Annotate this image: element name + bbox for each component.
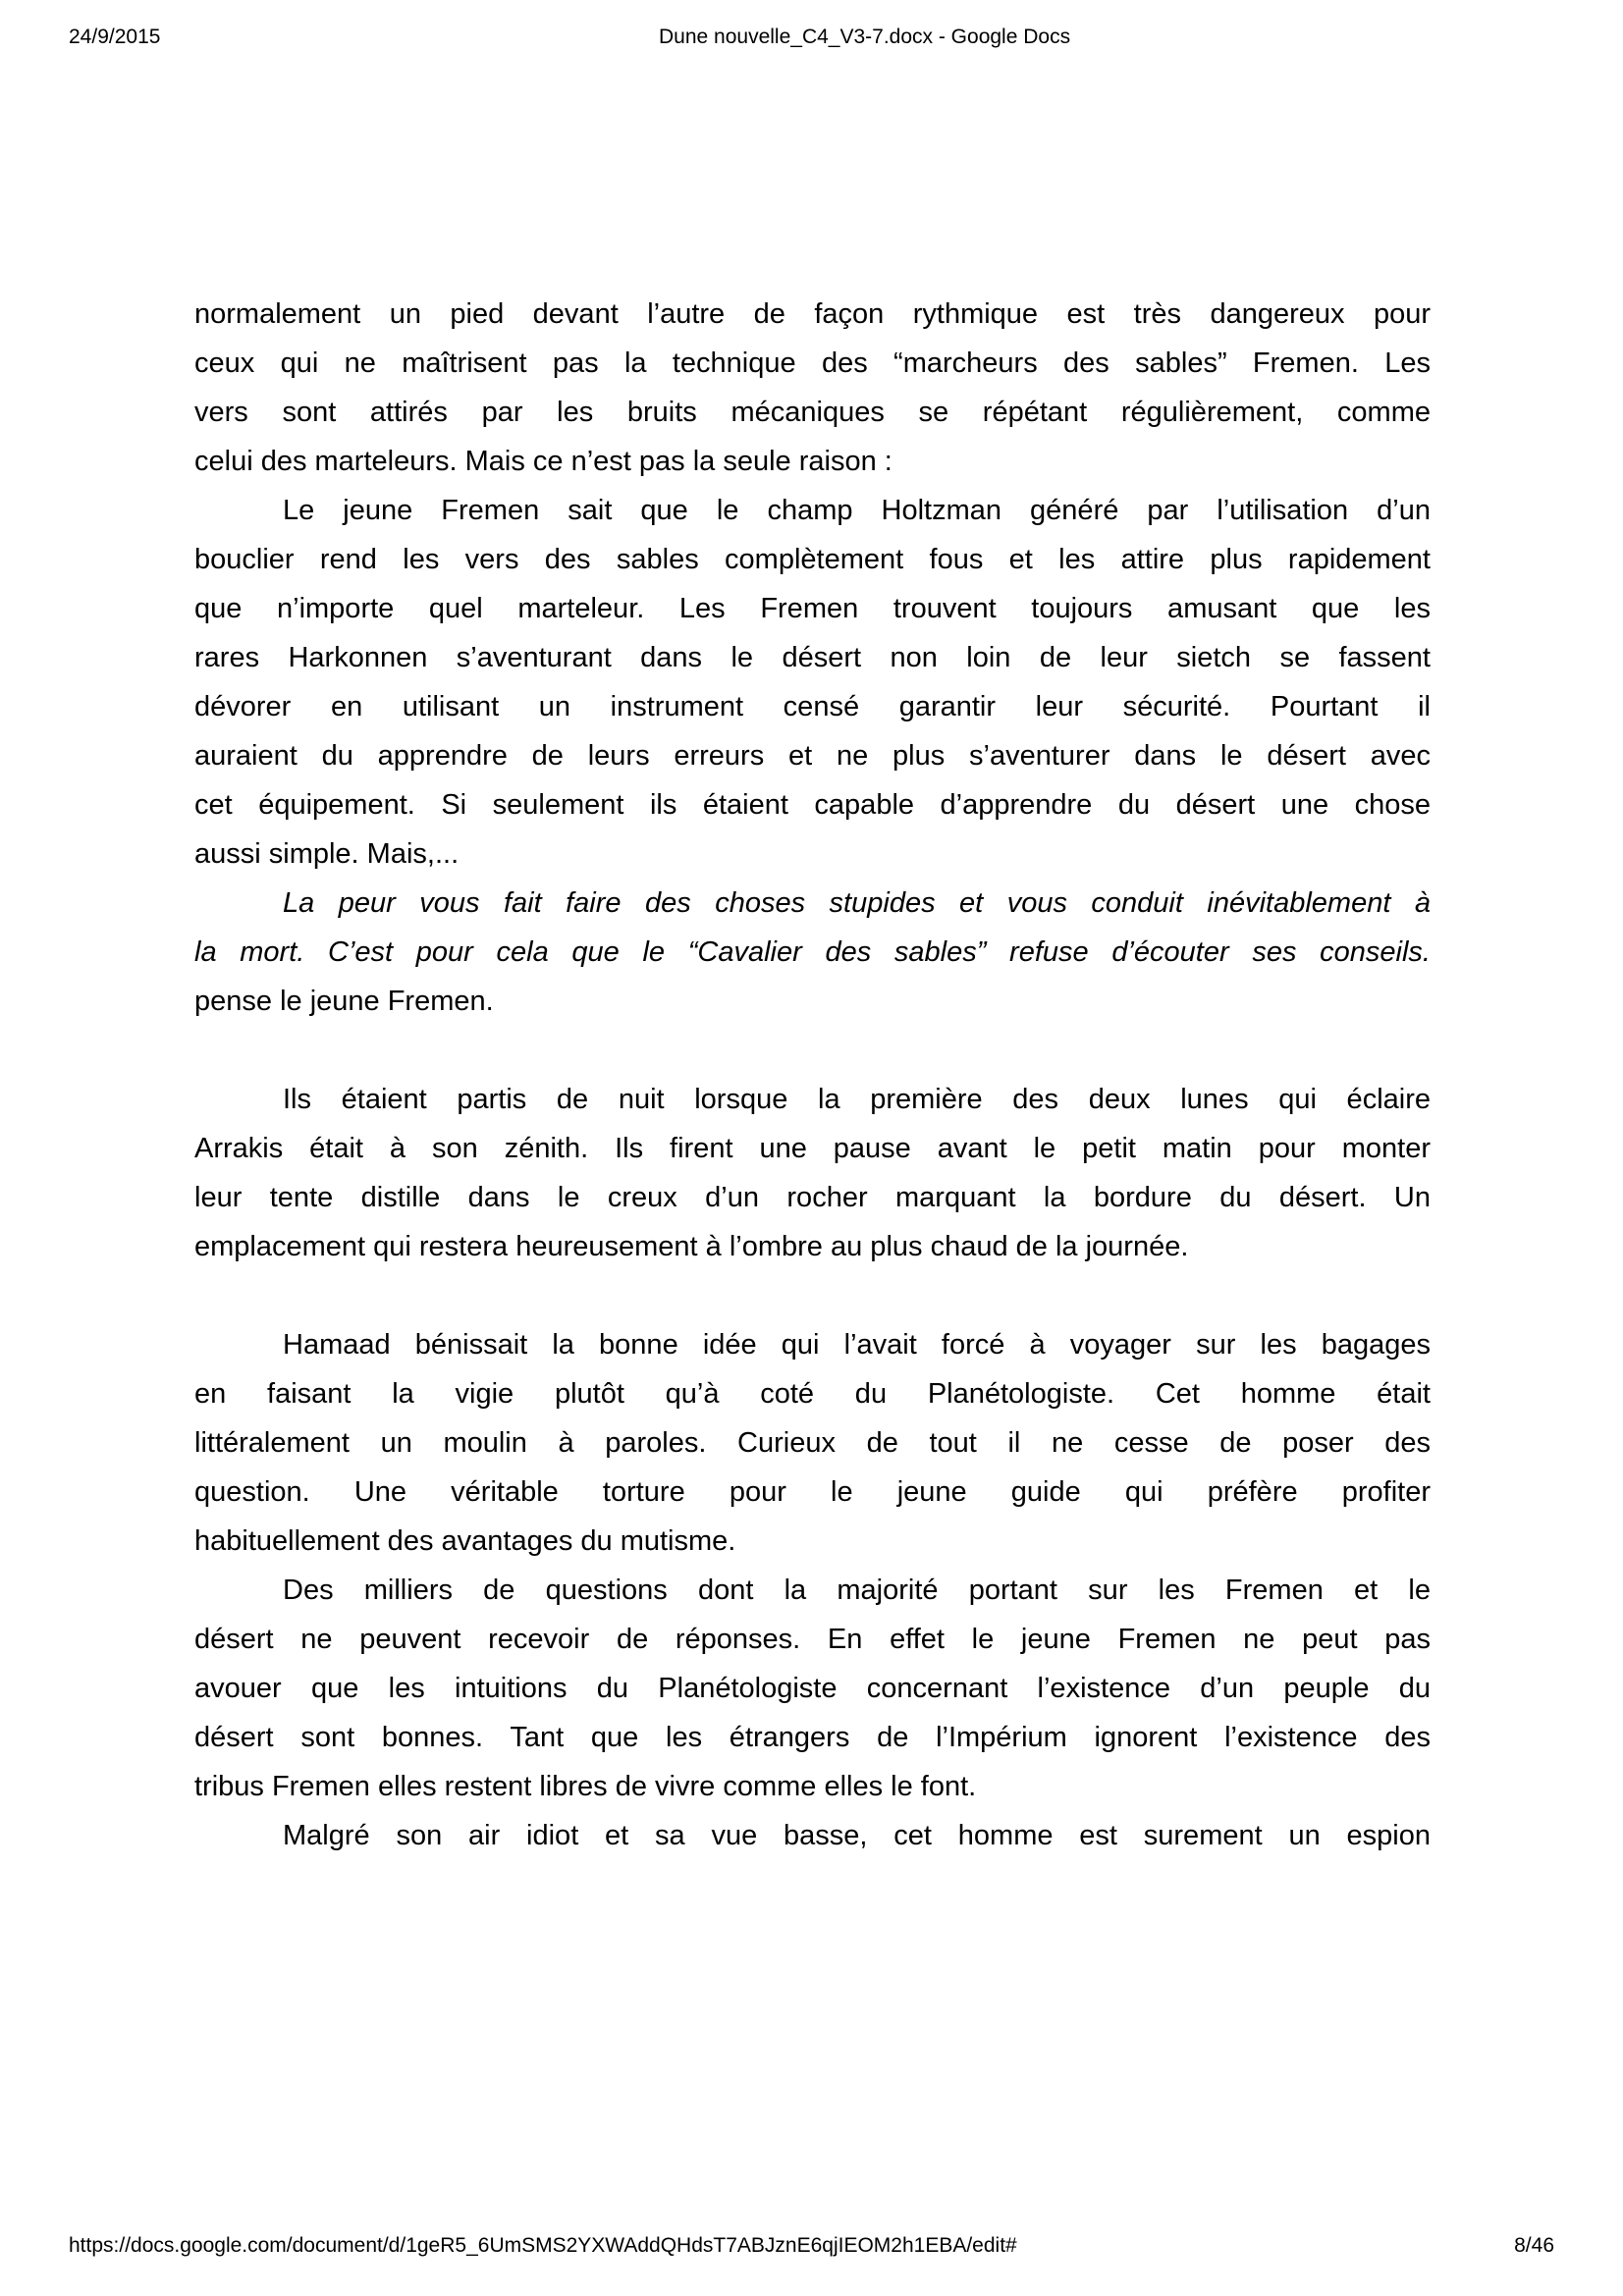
text-line: normalement un pied devant l’autre de façon rythmique est très dangereux pour [194,298,1431,330]
text-line: celui des marteleurs. Mais ce n’est pas la seule raison : [194,446,893,477]
paragraph [194,1811,1431,1860]
footer-url: https://docs.google.com/document/d/1geR5_6UmSMS2YXWAddQHdsT7ABJznE6qjIEOM2h1EBA/edit# [69,2234,1017,2257]
text-line: habituellement des avantages du mutisme. [194,1525,736,1557]
text-line: cet équipement. Si seulement ils étaient capable d’apprendre du désert une chose [194,789,1431,821]
text-line: tribus Fremen elles restent libres de vivre comme elles le font. [194,1771,977,1802]
text-line: que n’importe quel marteleur. Les Fremen trouvent toujours amusant que les [194,593,1431,624]
text-line: dévorer en utilisant un instrument censé garantir leur sécurité. Pourtant il [194,691,1431,722]
header-date: 24/9/2015 [69,26,161,48]
header-title: Dune nouvelle_C4_V3-7.docx - Google Docs [659,26,1071,48]
text-line: emplacement qui restera heureusement à l’ombre au plus chaud de la journée. [194,1231,1189,1262]
paragraph [194,1566,1431,1811]
text-line: en faisant la vigie plutôt qu’à coté du Planétologiste. Cet homme était [194,1378,1431,1410]
text-line: rares Harkonnen s’aventurant dans le désert non loin de leur sietch se fassent [194,642,1431,673]
text-line: aussi simple. Mais,... [194,838,460,870]
text-line: auraient du apprendre de leurs erreurs et ne plus s’aventurer dans le désert avec [194,740,1431,772]
text-line: pense le jeune Fremen. [194,986,494,1017]
document-body [194,290,1431,1860]
paragraph [194,879,1431,1026]
text-line: désert sont bonnes. Tant que les étrangers de l’Impérium ignorent l’existence des [194,1722,1431,1753]
text-line: Le jeune Fremen sait que le champ Holtzman généré par l’utilisation d’un [283,495,1431,526]
text-line: leur tente distille dans le creux d’un rocher marquant la bordure du désert. Un [194,1182,1431,1213]
text-line: Arrakis était à son zénith. Ils firent une pause avant le petit matin pour monter [194,1133,1431,1164]
text-line: bouclier rend les vers des sables complètement fous et les attire plus rapidement [194,544,1431,575]
footer-page-number: 8/46 [1514,2234,1554,2257]
text-line: ceux qui ne maîtrisent pas la technique des “marcheurs des sables” Fremen. Les [194,347,1431,379]
paragraph [194,486,1431,879]
paragraph [194,1320,1431,1566]
text-line: la mort. C’est pour cela que le “Cavalier des sables” refuse d’écouter ses conseils. [194,936,1431,968]
text-line: La peur vous fait faire des choses stupides et vous conduit inévitablement à [283,887,1431,919]
text-line: vers sont attirés par les bruits mécaniques se répétant régulièrement, comme [194,397,1431,428]
text-line: littéralement un moulin à paroles. Curieux de tout il ne cesse de poser des [194,1427,1431,1459]
text-line: Ils étaient partis de nuit lorsque la première des deux lunes qui éclaire [283,1084,1431,1115]
paragraph [194,290,1431,486]
text-line: question. Une véritable torture pour le jeune guide qui préfère profiter [194,1476,1431,1508]
text-line: désert ne peuvent recevoir de réponses. En effet le jeune Fremen ne peut pas [194,1624,1431,1655]
paragraph [194,1075,1431,1271]
text-line: avouer que les intuitions du Planétologiste concernant l’existence d’un peuple du [194,1673,1431,1704]
text-line: Malgré son air idiot et sa vue basse, cet homme est surement un espion [283,1820,1431,1851]
text-line: Hamaad bénissait la bonne idée qui l’avait forcé à voyager sur les bagages [283,1329,1431,1361]
text-line: Des milliers de questions dont la majorité portant sur les Fremen et le [283,1575,1431,1606]
